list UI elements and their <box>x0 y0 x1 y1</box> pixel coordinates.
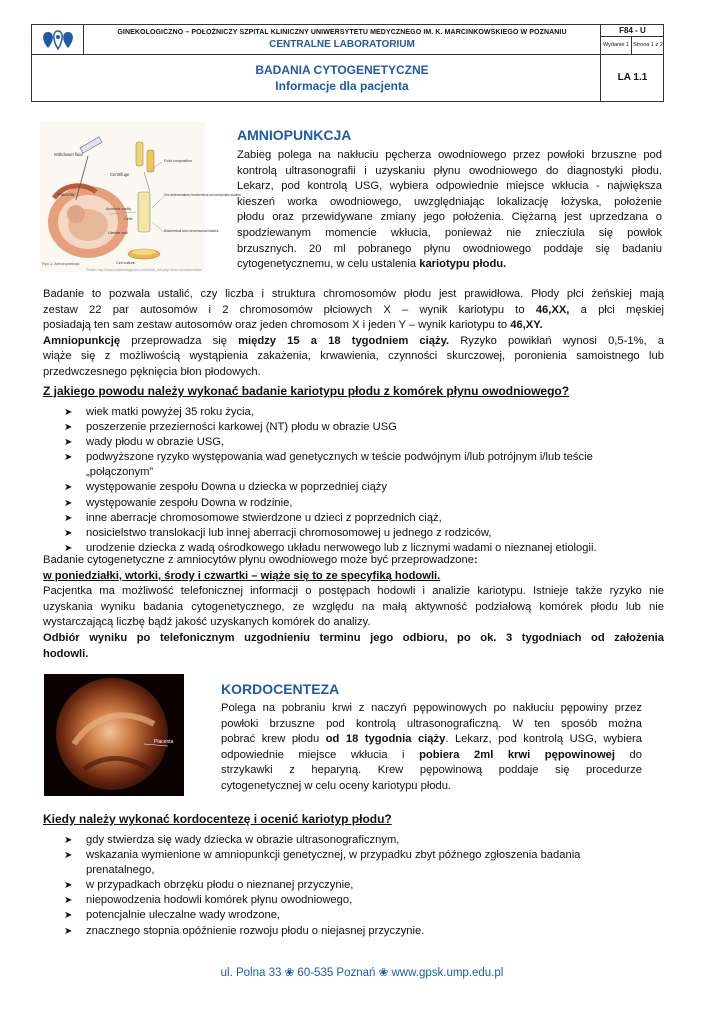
amniocentesis-heading: AMNIOPUNKCJA <box>237 127 352 143</box>
text-line <box>43 303 664 319</box>
text-line: Badanie to pozwala ustalić, czy liczba i struktura chromosomów płodu jest prawidłowa. Płody płci żeńskiej mają <box>43 288 664 300</box>
list-item <box>62 480 664 495</box>
list-item <box>62 878 662 893</box>
text-line: wiąże się z możliwością wystąpienia zakażenia, krwawienia, czynności skurczowej, poronienia samoistnego lub <box>43 350 664 363</box>
cordocentesis-indications-list <box>62 833 662 939</box>
amniocentesis-description <box>237 148 662 273</box>
schedule-information <box>43 553 664 662</box>
timing-emphasis: od 18 tygodnia ciąży <box>325 733 446 746</box>
laboratory-name: CENTRALNE LABORATORIUM <box>269 39 415 50</box>
arrow-bullet-icon: ➤ <box>64 482 73 494</box>
arrow-bullet-icon: ➤ <box>64 895 73 907</box>
list-item <box>62 924 662 939</box>
hospital-logo-icon <box>38 28 78 52</box>
text-span: posiadają ten sam zestaw autosomów oraz jeden chromosom X i jeden Y – wynik kariotypu to <box>43 319 511 332</box>
list-item <box>62 893 662 908</box>
list-item-text: poszerzenie przezierności karkowej (NT) płodu w obrazie USG <box>86 421 397 434</box>
karyotype-male: 46,XY. <box>510 319 543 332</box>
list-item-text: wiek matki powyżej 35 roku życia, <box>86 406 254 418</box>
amniocentesis-diagram <box>40 122 241 272</box>
hospital-logo <box>32 25 84 54</box>
diagram-label: Withdrawn fluid <box>54 152 83 157</box>
title-cell <box>84 55 601 101</box>
text-line: uzyskania wyniku badania cytogenetycznego, ze względu na małą aktywność podziałową komórek płodu lub nie <box>43 600 664 613</box>
arrow-bullet-icon: ➤ <box>64 910 73 922</box>
text-span: przeprowadza się <box>120 334 239 347</box>
form-code: F84 - U <box>601 25 664 37</box>
arrow-bullet-icon: ➤ <box>64 925 73 937</box>
document-subtitle: Informacje dla pacjenta <box>275 79 409 93</box>
list-item <box>62 848 662 878</box>
question-amniocentesis-indications: Z jakiego powodu należy wykonać badanie kariotypu płodu z komórek płynu owodniowego? <box>43 384 570 398</box>
arrow-bullet-icon: ➤ <box>64 422 73 434</box>
page-footer <box>0 965 724 979</box>
timing-emphasis: między 15 a 18 tygodniem ciąży. <box>238 334 450 347</box>
text-span: : <box>473 554 478 566</box>
page-number: Strona 1 z 2 <box>633 42 663 48</box>
diagram-label: Biochemical and chromosomal studies <box>164 229 219 233</box>
text-line <box>221 732 642 748</box>
diagram-label: Uterine wall <box>108 231 128 235</box>
arrow-bullet-icon: ➤ <box>64 407 73 418</box>
text-span: do <box>615 748 642 761</box>
figure-source: Źródło: http://www.lookfordiagnosis.com/mesh_info.php?term=Amniocentesis <box>86 268 202 272</box>
arrow-bullet-icon: ➤ <box>64 512 73 524</box>
list-item-text: potencjalnie uleczalne wady wrodzone, <box>86 909 281 922</box>
text-line: wystarczającą liczbę bądź jakość uzyskanych komórek do analizy. <box>43 616 371 629</box>
text-line <box>221 748 642 764</box>
document-title: BADANIA CYTOGENETYCZNE <box>255 63 429 77</box>
list-item-text: gdy stwierdza się wady dziecka w obrazie ultrasonograficznym, <box>86 834 400 846</box>
list-item-text: wady płodu w obrazie USG, <box>86 436 225 449</box>
cordocentesis-ultrasound-image <box>44 674 184 796</box>
amniocentesis-indications-list <box>62 405 664 556</box>
footer-separator-icon: ❀ <box>378 967 389 979</box>
text-line <box>237 257 662 273</box>
schedule-days: w poniedziałki, wtorki, środy i czwartki – wiąże się to ze specyfiką hodowli. <box>43 569 441 582</box>
text-span: Badanie cytogenetyczne z amniocytów płynu owodniowego może być przeprowadzone <box>43 554 474 566</box>
text-line: Zabieg polega na nakłuciu pęcherza owodniowego przez powłoki brzuszne pod <box>237 149 662 161</box>
text-span: a płci męskiej <box>569 303 664 316</box>
list-item <box>62 420 664 435</box>
diagram-label: Cells <box>124 217 133 221</box>
list-item-text: nosicielstwo translokacji lub innej aberracji chromosomowej u jednego z rodziców, <box>86 526 492 539</box>
text-line: cytogenetycznej w celu oceny kariotypu płodu. <box>221 779 452 792</box>
figure-caption: Ryc.1. Amniopunkcja <box>42 261 80 266</box>
text-line: Polega na pobraniu krwi z naczyń pępowinowych po nakłuciu pępowiny przez <box>221 702 642 714</box>
institution-name: GINEKOLOGICZNO – POŁOŻNICZY SZPITAL KLINICZNY UNIWERSYTETU MEDYCZNEGO IM. K. MARCINKOWSKIEGO W POZNANIU <box>117 29 567 36</box>
text-line: kontrolą ultrasonografii i uzyskaniu płynu owodniowego do diagnostyki płodu. <box>237 164 662 177</box>
diagram-label: Cell culture <box>116 261 135 265</box>
text-line: powłoki brzuszne pod kontrolą ultrasonograficzną. W ten sposób można <box>221 717 642 730</box>
list-item-text: urodzenie dziecka z wadą ośrodkowego układu nerwowego lub z licznymi wadami o nieznanej etiologii. <box>86 541 597 554</box>
text-span: cytogenetycznemu, w celu ustalenia <box>237 258 420 271</box>
text-line <box>43 553 664 569</box>
arrow-bullet-icon: ➤ <box>64 542 73 554</box>
list-item-text: inne aberracje chromosomowe stwierdzone u dzieci z poprzednich ciąż, <box>86 511 442 524</box>
text-line: strzykawki z heparyną. Krew pępowinową poddaje się procedurze <box>221 764 642 777</box>
list-item-text: występowanie zespołu Downa w rodzinie, <box>86 496 293 509</box>
text-span: pobrać krew płodu <box>221 733 326 746</box>
list-item <box>62 450 664 480</box>
list-item <box>62 833 662 848</box>
list-item-text: znacznego stopnia opóźnienie rozwoju płodu o niejasnej przyczynie. <box>86 924 425 937</box>
text-line <box>43 334 664 350</box>
arrow-bullet-icon: ➤ <box>64 880 73 892</box>
diagram-label: Fluid composition <box>164 159 192 163</box>
list-item-text: w przypadkach obrzęku płodu o nieznanej przyczynie, <box>86 879 354 892</box>
list-item-text: podwyższone ryzyko występowania wad genetycznych w teście podwójnym i/lub potrójnym i/lub teście <box>86 451 593 464</box>
arrow-bullet-icon: ➤ <box>64 527 73 539</box>
diagram-label: Sex determination; biochemical and enzymatic studies <box>164 193 241 197</box>
footer-website[interactable]: www.gpsk.ump.edu.pl <box>391 967 504 979</box>
cordocentesis-description <box>221 701 642 795</box>
text-span: Ryzyko powikłań wynosi 0,5-1%, a <box>449 334 664 347</box>
karyotype-emphasis: kariotypu płodu. <box>419 258 507 271</box>
list-item <box>62 526 664 541</box>
list-item <box>62 405 664 420</box>
diagram-label: Centrifuge <box>110 172 130 177</box>
result-pickup-info-end: hodowli. <box>43 647 89 660</box>
list-item <box>62 511 664 526</box>
result-pickup-info: Odbiór wyniku po telefonicznym uzgodnieniu terminu jego odbioru, po ok. 3 tygodniach od założenia <box>43 631 664 644</box>
arrow-bullet-icon: ➤ <box>64 452 73 464</box>
question-cordocentesis-indications: Kiedy należy wykonać kordocentezę i ocenić kariotyp płodu? <box>43 812 392 826</box>
text-span: odpowiednie miejsce wkłucia i <box>221 748 420 761</box>
arrow-bullet-icon: ➤ <box>64 437 73 449</box>
footer-postal: 60-535 Poznań <box>297 967 376 979</box>
placenta-label: Placenta <box>154 739 174 745</box>
arrow-bullet-icon: ➤ <box>64 835 73 846</box>
list-item <box>62 908 662 923</box>
text-span: zestaw 22 par autosomów i 2 chromosomów płciowych X – wynik kariotypu to <box>43 303 536 316</box>
amniocentesis-term: Amniopunkcję <box>43 334 121 347</box>
arrow-bullet-icon: ➤ <box>64 497 73 509</box>
list-item-continuation: prenatalnego, <box>86 864 155 877</box>
text-line: spodziewanym momencie wkłucia, ponieważ nie zniecziula się powłok <box>237 226 662 239</box>
list-item-text: niepowodzenia hodowli komórek płynu owodniowego, <box>86 894 353 907</box>
arrow-bullet-icon: ➤ <box>64 850 73 862</box>
footer-separator-icon: ❀ <box>284 967 295 979</box>
edition-label: Wydanie 1 <box>601 37 632 54</box>
text-line: Lekarz, pod kontrolą USG, wybiera odpowiednie miejsce wkłucia - największa <box>237 180 662 193</box>
document-header <box>31 24 664 102</box>
list-item-text: występowanie zespołu Downa u dziecka w poprzedniej ciąży <box>86 481 387 494</box>
blood-sample-emphasis: pobiera 2ml krwi pępowinowej <box>419 748 615 761</box>
list-item <box>62 435 664 450</box>
text-line: kieszeń worka owodniowego, uwzględniając lokalizację łożyska, położenie <box>237 195 662 208</box>
cordocentesis-heading: KORDOCENTEZA <box>221 681 340 697</box>
institution-cell <box>84 25 601 54</box>
document-code: LA 1.1 <box>617 72 648 83</box>
text-line: Pacjentka ma możliwość telefonicznej informacji o postępach hodowli i analizie kariotypu. Istnieje także ryzyko nie <box>43 585 664 598</box>
text-line <box>43 318 664 334</box>
diagram-label: Amniotic cavity <box>106 207 132 211</box>
text-line: brzusznych. 20 ml pobranego płynu owodniowego poddaje się badaniu <box>237 242 662 255</box>
footer-address: ul. Polna 33 <box>220 967 282 979</box>
text-span: . Lekarz, pod kontrolą USG, wybiera <box>445 733 643 746</box>
karyotype-explanation <box>43 287 664 381</box>
text-line: płodu oraz przewidywane zmiany jego położenia. Ciężarną jest uprzedzana o <box>237 211 662 224</box>
list-item <box>62 496 664 511</box>
list-item-text: wskazania wymienione w amniopunkcji genetycznej, w przypadku zbyt późnego zgłoszenia badania <box>86 849 581 862</box>
text-line: przedwczesnego pęknięcia błon płodowych. <box>43 365 261 378</box>
list-item-continuation: „połączonym” <box>86 466 154 479</box>
karyotype-female: 46,XX, <box>535 303 570 316</box>
diagram-label: Placenta <box>58 192 75 197</box>
